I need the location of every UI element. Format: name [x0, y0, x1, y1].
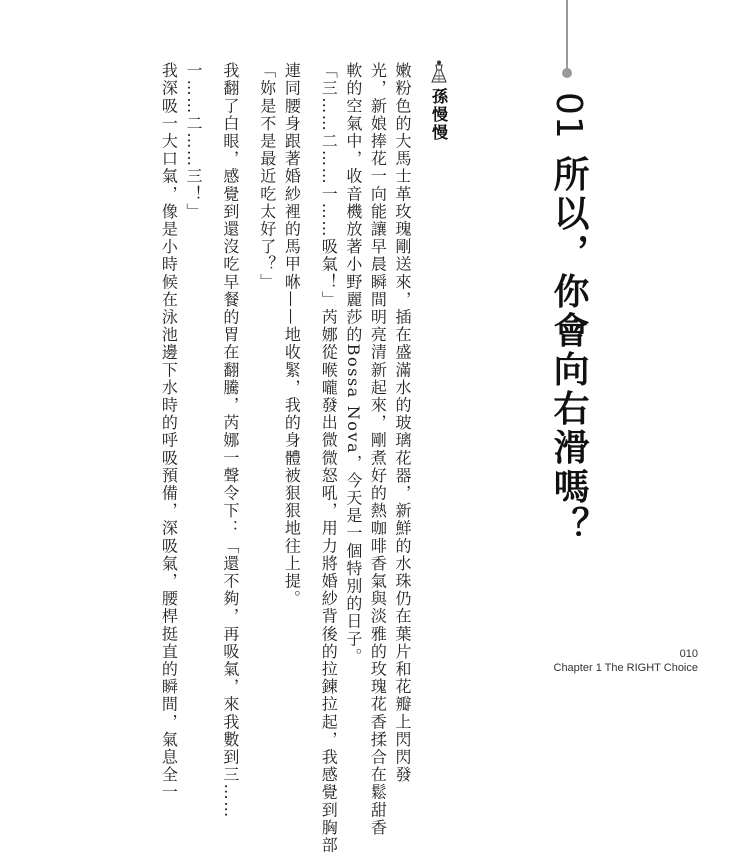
body-line: 光，新娘捧花一向能讓早晨瞬間明亮清新起來，剛煮好的熱咖啡香氣與淡雅的玫瑰花香揉合在鬆甜香: [368, 62, 388, 837]
decorative-vertical-line: [566, 0, 568, 70]
chapter-number: 01: [548, 92, 589, 140]
body-text: [143, 62, 414, 854]
decorative-dot: [562, 68, 572, 78]
page-footer: [554, 647, 699, 675]
body-line: 軟的空氣中，收音機放著小野麗莎的Bossa Nova，今天是一個特別的日子。: [343, 62, 363, 666]
body-line: 我翻了白眼，感覺到還沒吃早餐的胃在翻騰，芮娜一聲令下：「還不夠，再吸氣，來我數到三……: [220, 62, 240, 819]
body-line: 我深吸一大口氣，像是小時候在泳池邊下水時的呼吸預備，深吸氣，腰桿挺直的瞬間，氣息全一: [159, 62, 179, 802]
gown-icon: [430, 60, 448, 84]
chapter-title-text: 所以，你會向右滑嗎？: [548, 155, 589, 546]
running-head: Chapter 1 The RIGHT Choice: [553, 662, 698, 674]
page-number: 010: [679, 648, 698, 660]
body-line: 嫩粉色的大馬士革玫瑰剛送來，插在盛滿水的玻璃花器，新鮮的水珠仍在葉片和花瓣上閃閃發: [393, 62, 412, 784]
body-line: 「三……二……一……吸氣！」芮娜從喉嚨發出微微怒吼，用力將婚紗背後的拉鍊拉起，我感覺到胸部: [319, 62, 339, 854]
body-line: 連同腰身跟著婚紗裡的馬甲咻——地收緊，我的身體被狠狠地往上提。: [282, 62, 302, 608]
body-line: 一……二……三！」: [183, 62, 203, 221]
author-name: 孫慢慢: [429, 88, 449, 142]
chapter-title: [548, 92, 588, 545]
author-block: [424, 60, 454, 142]
body-line: 「妳是不是最近吃太好了？」: [257, 62, 277, 291]
